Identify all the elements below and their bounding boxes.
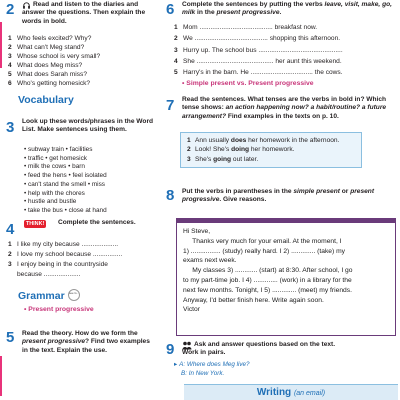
list-item: 3 Whose school is very small? <box>8 53 101 61</box>
exercise-4-instruction: Complete the sentences. <box>58 219 136 226</box>
exercise-2-number: 2 <box>6 1 15 18</box>
list-item: 2 Look! She's doing her homework. <box>187 146 295 154</box>
list-item: • feed the hens • feel isolated <box>24 172 107 180</box>
writing-heading: Writing <box>256 387 292 398</box>
email-line: 1) ................ (study) really hard. I 2) ............. (take) my <box>183 247 346 255</box>
page-edge-tab-bottom <box>0 356 2 396</box>
exercise-9-number: 9 <box>166 341 175 358</box>
list-item: 1 Mom ........................................ breakfast now. <box>174 24 318 31</box>
email-line: exams next week. <box>183 257 237 265</box>
list-item: 3 I enjoy being in the countryside <box>8 261 108 268</box>
email-line: Thanks very much for your email. At the moment, I <box>183 237 342 245</box>
list-item: • subway train • facilities <box>24 146 93 153</box>
exercise-8-instruction: Put the verbs in parentheses in the simple present or present progressive. Give reasons. <box>182 188 375 204</box>
writing-subheading: (an email) <box>293 390 326 397</box>
exercise-6-instruction: Complete the sentences by putting the verbs leave, visit, make, go, milk in the present progressive. <box>182 1 392 17</box>
email-text-box <box>176 218 396 336</box>
grammar-point-present-progressive: • Present progressive <box>24 306 94 313</box>
list-item: 2 What can't Meg stand? <box>8 44 85 52</box>
email-line: My classes 3) ............ (start) at 8:30. After school, I go <box>183 267 353 275</box>
list-item: 1 I like my city because .................... <box>8 241 119 248</box>
grammar-point-simple-vs-progressive: • Simple present vs. Present progressive <box>182 80 314 87</box>
page-edge-tab-top <box>0 22 2 68</box>
left-column <box>6 0 156 400</box>
exercise-3-instruction: Look up these words/phrases in the Word List. Make sentences using them. <box>22 118 154 134</box>
exercise-4-number: 4 <box>6 221 15 238</box>
list-item: • traffic • get homesick <box>24 154 87 162</box>
vocabulary-heading: Vocabulary <box>18 94 74 106</box>
grammar-heading: Grammar <box>18 290 65 302</box>
exercise-2-instruction: Read and listen to the diaries and answer the questions. Then explain the words in bold. <box>22 1 146 25</box>
list-item: 2 We ........................................ shopping this afternoon. <box>174 35 341 43</box>
list-item: because .................... <box>17 271 81 278</box>
exercise-8-number: 8 <box>166 187 175 204</box>
list-item: • take the bus • close at hand <box>24 206 107 214</box>
exercise-3-vocab-list <box>24 146 107 216</box>
exercise-9-example-dialog <box>174 361 250 378</box>
exercise-6-sentences <box>174 22 343 78</box>
exercise-3-number: 3 <box>6 119 15 136</box>
list-item: 4 What does Meg miss? <box>8 62 83 70</box>
list-item: 6 Who's getting homesick? <box>8 80 91 88</box>
email-line: to my part-time job. I 4) ............. (work) in a library for the <box>183 276 352 284</box>
exercise-6-number: 6 <box>166 1 175 18</box>
email-line: next few months. Tonight, I 5) ............. (meet) my friends. <box>183 286 352 294</box>
dialog-line: ▸ A: Where does Meg live? <box>174 361 250 368</box>
list-item: • milk the cows • barn <box>24 163 85 171</box>
list-item: 2 I love my school because ................ <box>8 251 123 258</box>
see-grammar-reference-badge: see G... <box>68 289 80 301</box>
email-line: Anyway, I'd better finish here. Write again soon. <box>183 296 324 304</box>
think-badge: THINK! <box>26 221 45 227</box>
list-item: 5 Harry's in the barn. He .................................. the cows. <box>174 69 343 77</box>
list-item: 3 Hurry up. The school bus .............................................. <box>174 46 343 54</box>
dialog-line: B: In New York. <box>181 369 225 377</box>
email-line: Victor <box>183 306 200 314</box>
exercise-5-instruction: Read the theory. How do we form the present progressive? Find two examples in the text. Explain the use. <box>22 330 150 354</box>
exercise-2-questions <box>8 34 100 89</box>
email-line: Hi Steve, <box>183 228 211 235</box>
right-column <box>166 0 398 400</box>
list-item: • hustle and bustle <box>24 198 77 206</box>
list-item: 1 Ann usually does her homework in the afternoon. <box>187 137 340 144</box>
exercise-5-number: 5 <box>6 329 15 346</box>
exercise-4-sentences <box>8 240 122 280</box>
list-item: 3 She's going out later. <box>187 155 259 163</box>
writing-section-header <box>184 384 398 400</box>
list-item: 4 She .......................................... her aunt this weekend. <box>174 57 342 65</box>
exercise-7-number: 7 <box>166 97 175 114</box>
exercise-9-instruction: Ask and answer questions based on the text. Work in pairs. <box>182 341 336 357</box>
list-item: • help with the chores <box>24 189 85 197</box>
list-item: 1 Who feels excited? Why? <box>8 35 92 42</box>
list-item: 5 What does Sarah miss? <box>8 71 87 79</box>
list-item: • can't stand the smell • miss <box>24 180 105 188</box>
exercise-7-instruction: Read the sentences. What tenses are the verbs in bold in? Which tense shows: an action happening now? a habit/routine? a future arrangement? Find examples in the texts on p. 10. <box>182 96 387 120</box>
exercise-7-examples-box <box>180 132 362 168</box>
